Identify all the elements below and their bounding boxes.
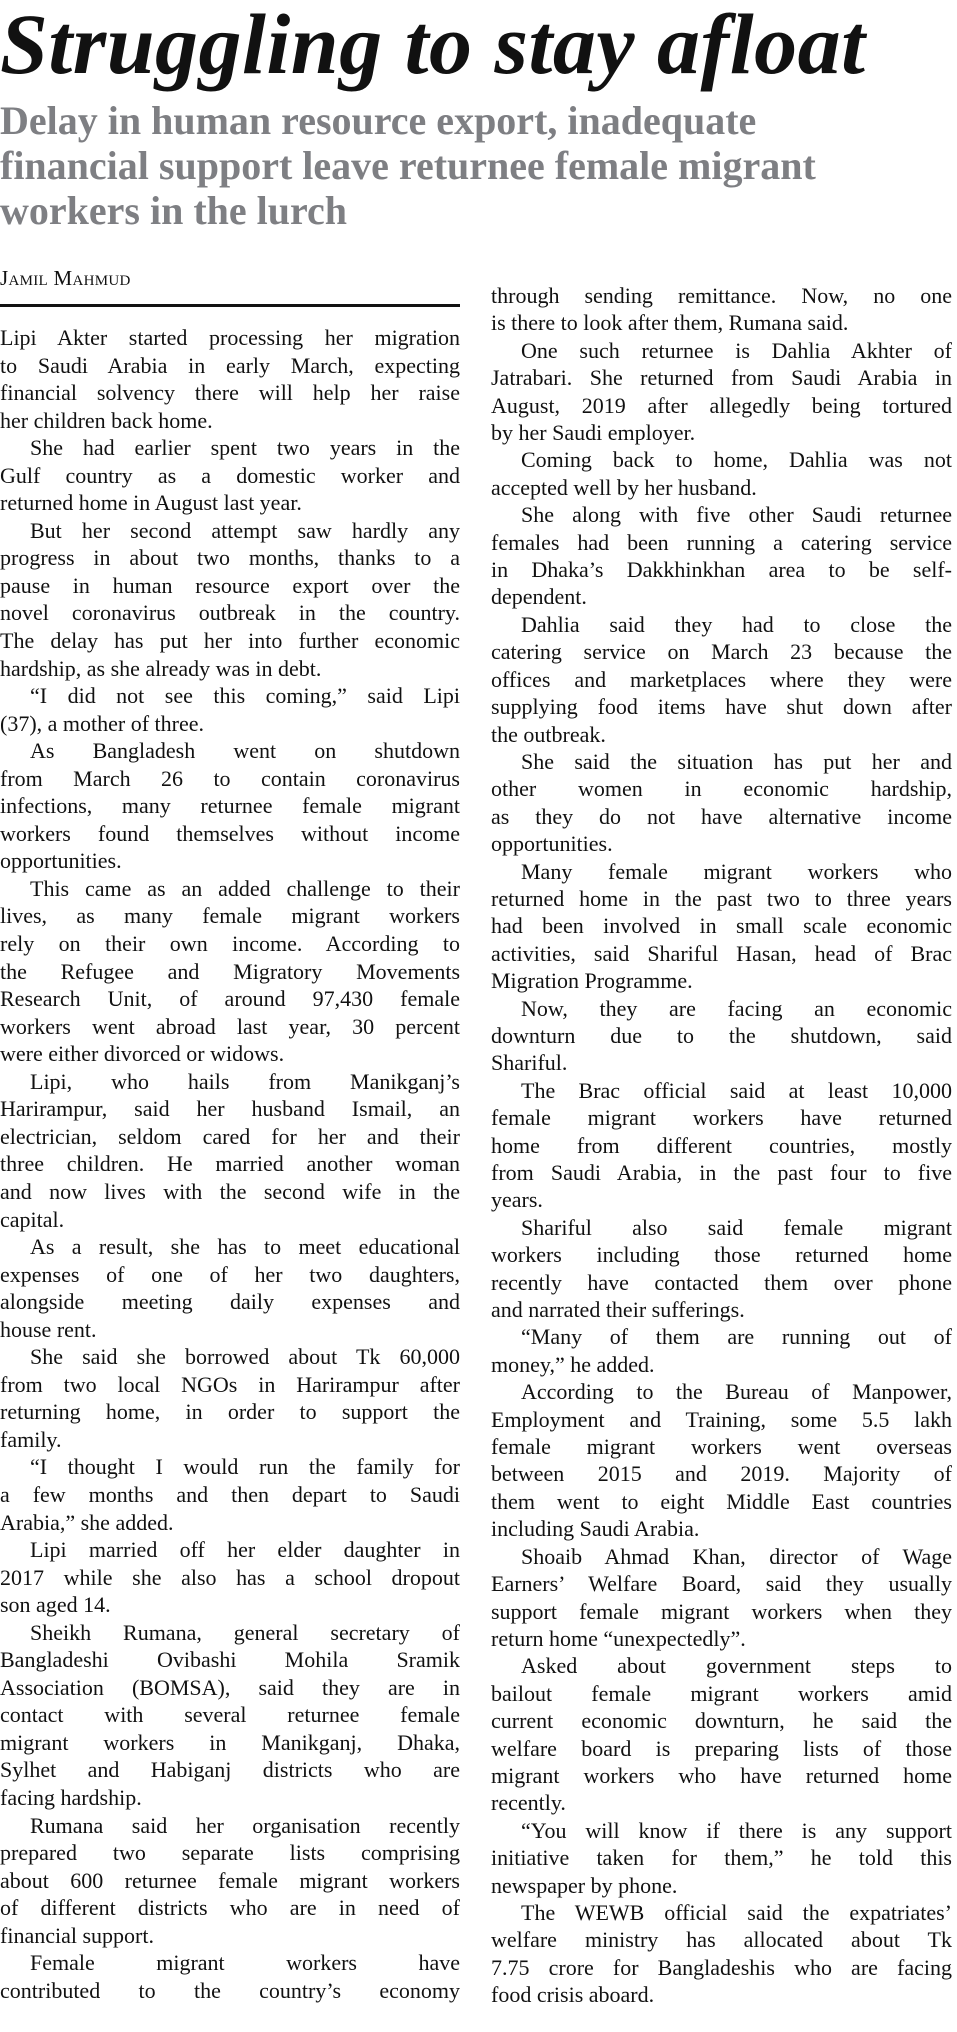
- text-line: financial support.: [0, 1922, 154, 1948]
- text-line: According to the Bureau of Manpower,: [521, 1379, 952, 1405]
- text-line: and now lives with the second wife in the: [0, 1178, 460, 1204]
- text-line: through sending remittance. Now, no one: [491, 283, 952, 308]
- text-line: female migrant workers went overseas: [491, 1434, 952, 1460]
- text-line: opportunities.: [0, 848, 122, 874]
- text-line: Coming back to home, Dahlia was not: [521, 447, 952, 473]
- text-line: “I thought I would run the family for: [30, 1454, 460, 1480]
- text-line: 2017 while she also has a school dropout: [0, 1564, 460, 1590]
- text-line: capital.: [0, 1206, 65, 1232]
- article-paragraph: [491, 446, 952, 501]
- text-line: money,” he added.: [491, 1351, 655, 1377]
- text-line: is there to look after them, Rumana said.: [491, 310, 849, 336]
- text-line: food crisis aboard.: [491, 1982, 655, 2008]
- text-line: females had been running a catering service: [491, 529, 952, 555]
- article-paragraph: [491, 748, 952, 858]
- text-line: The WEWB official said the expatriates’: [521, 1899, 952, 1925]
- text-line: between 2015 and 2019. Majority of: [491, 1461, 952, 1487]
- text-line: “Many of them are running out of: [521, 1324, 952, 1350]
- text-line: from two local NGOs in Harirampur after: [0, 1371, 460, 1397]
- text-line: “I did not see this coming,” said Lipi: [30, 683, 460, 709]
- text-line: Many female migrant workers who: [521, 858, 952, 884]
- text-line: Association (BOMSA), said they are in: [0, 1674, 460, 1700]
- text-line: Earners’ Welfare Board, said they usually: [491, 1571, 952, 1597]
- text-line: Female migrant workers have: [30, 1950, 460, 1976]
- text-line: alongside meeting daily expenses and: [0, 1289, 460, 1315]
- subhead-line: workers in the lurch: [0, 188, 348, 233]
- text-line: were either divorced or widows.: [0, 1041, 285, 1067]
- text-line: return home “unexpectedly”.: [491, 1625, 746, 1651]
- text-line: from Saudi Arabia, in the past four to five: [491, 1160, 952, 1185]
- text-line: Sylhet and Habiganj districts who are: [0, 1757, 460, 1783]
- text-line: about 600 returnee female migrant workers: [0, 1867, 460, 1893]
- text-line: other women in economic hardship,: [491, 776, 952, 802]
- text-line: workers including those returned home: [491, 1242, 952, 1268]
- article-paragraph: [0, 1343, 460, 1453]
- article-paragraph: [0, 324, 460, 434]
- article-paragraph: [491, 1378, 952, 1542]
- text-line: She along with five other Saudi returnee: [521, 502, 952, 528]
- article-paragraph: [491, 337, 952, 447]
- article-paragraph: [491, 1817, 952, 1899]
- text-line: current economic downturn, he said the: [491, 1708, 952, 1734]
- text-line: as they do not have alternative income: [491, 803, 952, 829]
- text-line: Shariful also said female migrant: [521, 1214, 952, 1240]
- text-line: dependent.: [491, 584, 587, 610]
- byline: Jamil Mahmud: [0, 266, 131, 290]
- text-line: by her Saudi employer.: [491, 420, 696, 446]
- text-line: She had earlier spent two years in the: [30, 435, 460, 461]
- text-line: the outbreak.: [491, 721, 606, 747]
- subhead-line: financial support leave returnee female migrant: [0, 143, 816, 188]
- text-line: including Saudi Arabia.: [491, 1516, 700, 1542]
- article-column-right: [491, 282, 952, 2009]
- article-paragraph: [491, 858, 952, 995]
- text-line: Research Unit, of around 97,430 female: [0, 986, 460, 1012]
- text-line: Bangladeshi Ovibashi Mohila Sramik: [0, 1647, 460, 1673]
- text-line: Now, they are facing an economic: [521, 995, 952, 1021]
- text-line: years.: [491, 1187, 543, 1213]
- text-line: Dahlia said they had to close the: [521, 611, 952, 637]
- text-line: and narrated their sufferings.: [491, 1297, 745, 1323]
- article-paragraph: [0, 1068, 460, 1233]
- text-line: Rumana said her organisation recently: [30, 1812, 460, 1838]
- text-line: opportunities.: [491, 831, 613, 857]
- article-paragraph: [0, 434, 460, 517]
- text-line: female migrant workers have returned: [491, 1105, 952, 1131]
- text-line: accepted well by her husband.: [491, 474, 757, 500]
- text-line: infections, many returnee female migrant: [0, 793, 460, 819]
- text-line: Employment and Training, some 5.5 lakh: [491, 1406, 952, 1432]
- text-line: Gulf country as a domestic worker and: [0, 462, 460, 488]
- text-line: from March 26 to contain coronavirus: [0, 765, 460, 791]
- text-line: The delay has put her into further economic: [0, 628, 460, 654]
- text-line: facing hardship.: [0, 1784, 142, 1810]
- article-paragraph: [0, 737, 460, 875]
- text-line: Harirampur, said her husband Ismail, an: [0, 1096, 460, 1122]
- article-paragraph: [491, 1543, 952, 1653]
- article-paragraph: [491, 1899, 952, 2009]
- text-line: Shariful.: [491, 1050, 568, 1076]
- text-line: the Refugee and Migratory Movements: [0, 958, 460, 984]
- headline: Struggling to stay afloat: [0, 0, 866, 92]
- text-line: her children back home.: [0, 407, 213, 433]
- text-line: recently.: [491, 1790, 566, 1816]
- text-line: downturn due to the shutdown, said: [491, 1022, 952, 1048]
- text-line: house rent.: [0, 1316, 97, 1342]
- text-line: Arabia,” she added.: [0, 1509, 174, 1535]
- article-paragraph: [491, 282, 952, 337]
- text-line: workers went abroad last year, 30 percent: [0, 1013, 460, 1039]
- text-line: lives, as many female migrant workers: [0, 903, 460, 929]
- text-line: bailout female migrant workers amid: [491, 1680, 952, 1706]
- text-line: migrant workers in Manikganj, Dhaka,: [0, 1729, 460, 1755]
- article-paragraph: [0, 1453, 460, 1536]
- text-line: support female migrant workers when they: [491, 1598, 952, 1624]
- text-line: expenses of one of her two daughters,: [0, 1261, 460, 1287]
- text-line: (37), a mother of three.: [0, 710, 205, 736]
- article-paragraph: [491, 995, 952, 1077]
- text-line: Lipi Akter started processing her migration: [0, 325, 460, 350]
- text-line: This came as an added challenge to their: [30, 875, 460, 901]
- text-line: supplying food items have shut down after: [491, 694, 952, 720]
- text-line: migrant workers who have returned home: [491, 1762, 952, 1788]
- text-line: initiative taken for them,” he told this: [491, 1845, 952, 1871]
- text-line: Lipi married off her elder daughter in: [30, 1537, 460, 1563]
- text-line: family.: [0, 1426, 62, 1452]
- text-line: But her second attempt saw hardly any: [30, 517, 460, 543]
- text-line: of different districts who are in need of: [0, 1895, 460, 1921]
- text-line: The Brac official said at least 10,000: [521, 1077, 952, 1103]
- text-line: rely on their own income. According to: [0, 931, 460, 957]
- text-line: to Saudi Arabia in early March, expecting: [0, 352, 460, 378]
- article-paragraph: [491, 1214, 952, 1324]
- text-line: “You will know if there is any support: [521, 1817, 952, 1843]
- text-line: Migration Programme.: [491, 968, 693, 994]
- article-paragraph: [491, 1077, 952, 1214]
- text-line: One such returnee is Dahlia Akhter of: [521, 337, 952, 363]
- article-paragraph: [0, 682, 460, 737]
- text-line: a few months and then depart to Saudi: [0, 1481, 460, 1507]
- text-line: returning home, in order to support the: [0, 1399, 460, 1425]
- text-line: financial solvency there will help her raise: [0, 380, 460, 406]
- text-line: offices and marketplaces where they were: [491, 666, 952, 692]
- byline-divider: [0, 304, 460, 307]
- text-line: Sheikh Rumana, general secretary of: [30, 1619, 460, 1645]
- article-paragraph: [0, 875, 460, 1068]
- subheadline: [0, 98, 957, 233]
- text-line: electrician, seldom cared for her and their: [0, 1123, 460, 1149]
- article-paragraph: [491, 1652, 952, 1816]
- text-line: She said she borrowed about Tk 60,000: [30, 1344, 460, 1370]
- text-line: August, 2019 after allegedly being tortured: [491, 392, 952, 418]
- text-line: in Dhaka’s Dakkhinkhan area to be self-: [491, 557, 952, 583]
- text-line: As a result, she has to meet educational: [30, 1234, 460, 1260]
- article-column-left: [0, 324, 460, 2004]
- article-paragraph: [0, 1233, 460, 1343]
- article-paragraph: [0, 517, 460, 682]
- text-line: prepared two separate lists comprising: [0, 1840, 460, 1866]
- text-line: home from different countries, mostly: [491, 1132, 952, 1158]
- text-line: three children. He married another woman: [0, 1151, 460, 1177]
- text-line: workers found themselves without income: [0, 820, 460, 846]
- text-line: As Bangladesh went on shutdown: [30, 738, 460, 764]
- article-paragraph: [491, 1323, 952, 1378]
- text-line: Lipi, who hails from Manikganj’s: [30, 1068, 460, 1094]
- text-line: Shoaib Ahmad Khan, director of Wage: [521, 1543, 952, 1569]
- text-line: had been involved in small scale economic: [491, 913, 952, 939]
- text-line: Jatrabari. She returned from Saudi Arabia in: [491, 365, 952, 391]
- text-line: contributed to the country’s economy: [0, 1977, 460, 2003]
- text-line: 7.75 crore for Bangladeshis who are facing: [491, 1954, 952, 1980]
- text-line: pause in human resource export over the: [0, 572, 460, 598]
- text-line: recently have contacted them over phone: [491, 1269, 952, 1295]
- text-line: welfare board is preparing lists of those: [491, 1735, 952, 1761]
- text-line: returned home in the past two to three years: [491, 885, 952, 911]
- text-line: progress in about two months, thanks to a: [0, 545, 460, 571]
- text-line: hardship, as she already was in debt.: [0, 655, 322, 681]
- text-line: She said the situation has put her and: [521, 748, 952, 774]
- subhead-line: Delay in human resource export, inadequate: [0, 98, 757, 143]
- text-line: activities, said Shariful Hasan, head of Brac: [491, 940, 952, 966]
- article-paragraph: [0, 1812, 460, 1950]
- text-line: novel coronavirus outbreak in the country.: [0, 600, 460, 626]
- article-paragraph: [491, 611, 952, 748]
- article-paragraph: [0, 1949, 460, 2004]
- text-line: returned home in August last year.: [0, 490, 302, 516]
- article-paragraph: [491, 501, 952, 611]
- article-paragraph: [0, 1619, 460, 1812]
- text-line: catering service on March 23 because the: [491, 639, 952, 665]
- text-line: Asked about government steps to: [521, 1653, 952, 1679]
- text-line: son aged 14.: [0, 1592, 111, 1618]
- article-paragraph: [0, 1536, 460, 1619]
- text-line: contact with several returnee female: [0, 1702, 460, 1728]
- text-line: newspaper by phone.: [491, 1872, 678, 1898]
- text-line: welfare ministry has allocated about Tk: [491, 1927, 952, 1953]
- text-line: them went to eight Middle East countries: [491, 1488, 952, 1514]
